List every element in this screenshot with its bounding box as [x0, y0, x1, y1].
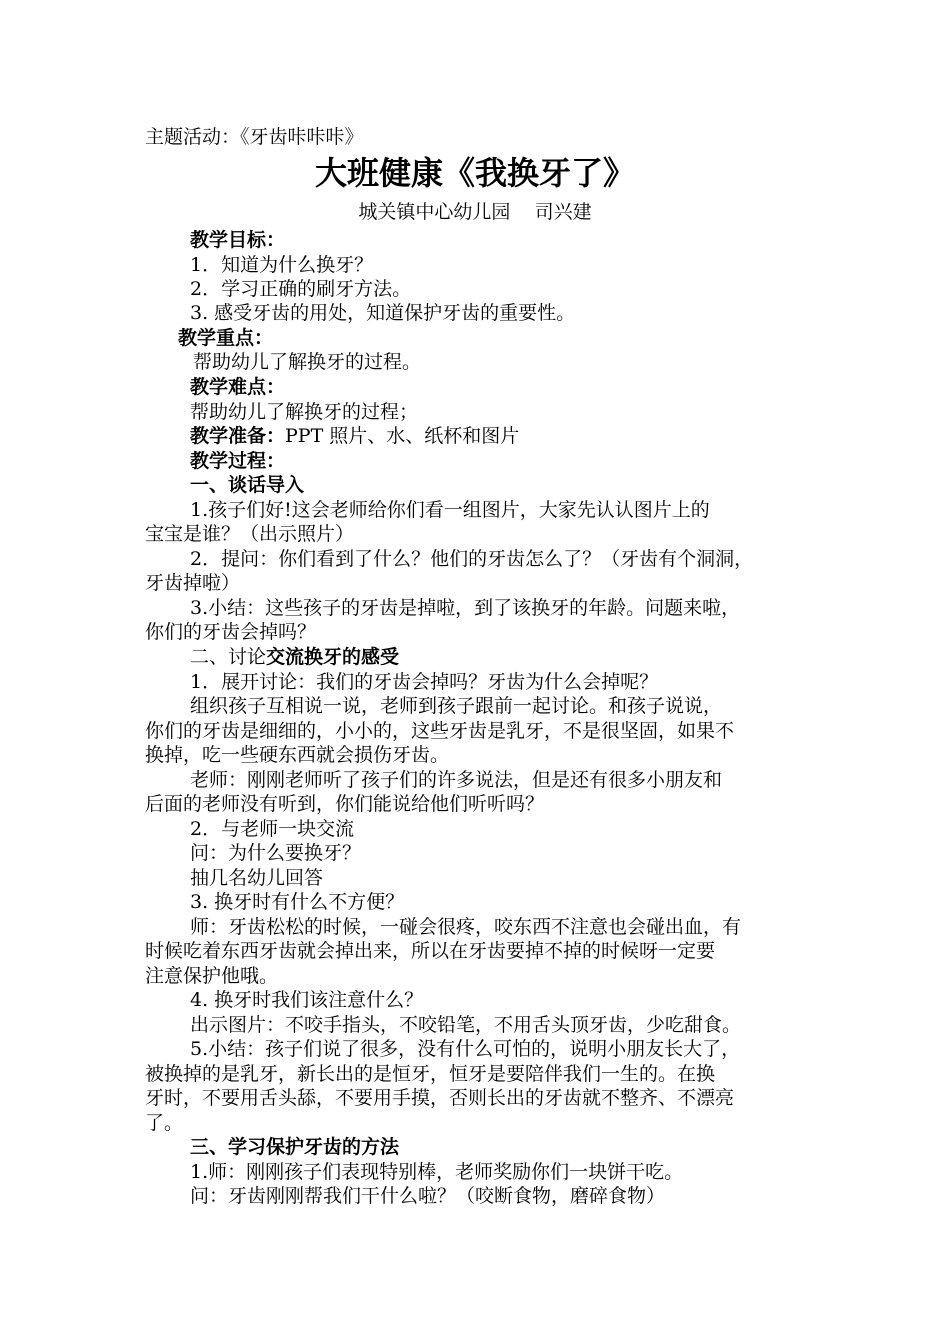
- s2-p11-line4: 了。: [145, 1112, 184, 1134]
- section-1-heading: 一、谈话导入: [190, 474, 305, 496]
- s2-p11-line3: 牙时，不要用舌头舔，不要用手摸，否则长出的牙齿就不整齐、不漂亮: [145, 1087, 735, 1109]
- s2-p6: 抽几名幼儿回答: [190, 867, 324, 889]
- s2-p7: 3. 换牙时有什么不方便？: [190, 891, 405, 913]
- difficulty-heading: 教学难点：: [190, 376, 286, 398]
- goal-1: 1．知道为什么换牙？: [190, 254, 374, 276]
- focus-heading: 教学重点：: [178, 327, 274, 349]
- s2-p8-line2: 时候吃着东西牙齿就会掉出来，所以在牙齿要掉不掉的时候呀一定要: [145, 940, 716, 962]
- s1-p1-line2: 宝宝是谁？（出示照片）: [145, 523, 355, 545]
- s1-p3-line2: 你们的牙齿会掉吗？: [145, 621, 317, 643]
- s3-p2: 问：牙齿刚刚帮我们干什么啦？（咬断食物，磨碎食物）: [190, 1185, 666, 1207]
- difficulty-text: 帮助幼儿了解换牙的过程；: [190, 401, 419, 423]
- s1-p3-line1: 3.小结：这些孩子的牙齿是掉啦，到了该换牙的年龄。问题来啦，: [190, 597, 741, 619]
- goal-2: 2．学习正确的刷牙方法。: [190, 278, 412, 300]
- s2-p4: 2．与老师一块交流: [190, 818, 355, 840]
- focus-text: 帮助幼儿了解换牙的过程。: [193, 351, 422, 373]
- section-2-heading-b: 交流换牙的感受: [266, 646, 400, 668]
- s2-p9: 4. 换牙时我们该注意什么？: [190, 989, 424, 1011]
- s2-p8-line3: 注意保护他哦。: [145, 965, 279, 987]
- s2-p11-line1: 5.小结：孩子们说了很多，没有什么可怕的，说明小朋友长大了，: [190, 1038, 741, 1060]
- s2-p3-line1: 老师：刚刚老师听了孩子们的许多说法，但是还有很多小朋友和: [190, 769, 723, 791]
- s1-p1-line1: 1.孩子们好!这会老师给你们看一组图片，大家先认认图片上的: [190, 499, 710, 521]
- section-3-heading: 三、学习保护牙齿的方法: [190, 1136, 400, 1158]
- s2-p11-line2: 被换掉的是乳牙，新长出的是恒牙，恒牙是要陪伴我们一生的。在换: [145, 1063, 716, 1085]
- goals-heading: 教学目标：: [190, 229, 286, 251]
- page-title: 大班健康《我换牙了》: [314, 154, 635, 192]
- goal-3: 3. 感受牙齿的用处，知道保护牙齿的重要性。: [190, 302, 576, 324]
- author-line: 城关镇中心幼儿园 司兴建: [358, 201, 592, 223]
- prep-text: PPT 照片、水、纸杯和图片: [285, 425, 520, 447]
- prep-heading: 教学准备：: [190, 425, 286, 447]
- s2-p2-line2: 你们的牙齿是细细的，小小的，这些牙齿是乳牙，不是很坚固，如果不: [145, 720, 735, 742]
- s2-p3-line2: 后面的老师没有听到，你们能说给他们听听吗？: [145, 793, 545, 815]
- s2-p8-line1: 师：牙齿松松的时候，一碰会很疼，咬东西不注意也会碰出血，有: [190, 916, 742, 938]
- s1-p2-line1: 2．提问：你们看到了什么？他们的牙齿怎么了？（牙齿有个洞洞，: [190, 548, 754, 570]
- prep-line: [190, 424, 860, 448]
- s2-p1: 1．展开讨论：我们的牙齿会掉吗？牙齿为什么会掉呢？: [190, 671, 659, 693]
- section-2-heading: [190, 645, 860, 669]
- s3-p1: 1.师：刚刚孩子们表现特别棒，老师奖励你们一块饼干吃。: [190, 1161, 684, 1183]
- s2-p2-line1: 组织孩子互相说一说，老师到孩子跟前一起讨论。和孩子说说，: [190, 695, 723, 717]
- s2-p10: 出示图片：不咬手指头，不咬铅笔，不用舌头顶牙齿，少吃甜食。: [190, 1014, 742, 1036]
- s2-p2-line3: 换掉，吃一些硬东西就会损伤牙齿。: [145, 744, 450, 766]
- s2-p5: 问：为什么要换牙？: [190, 842, 362, 864]
- s1-p2-line2: 牙齿掉啦）: [145, 572, 241, 594]
- section-2-heading-a: 二、讨论: [190, 646, 267, 668]
- process-heading: 教学过程：: [190, 450, 286, 472]
- theme-line: 主题活动：《牙齿咔咔咔》: [145, 126, 364, 148]
